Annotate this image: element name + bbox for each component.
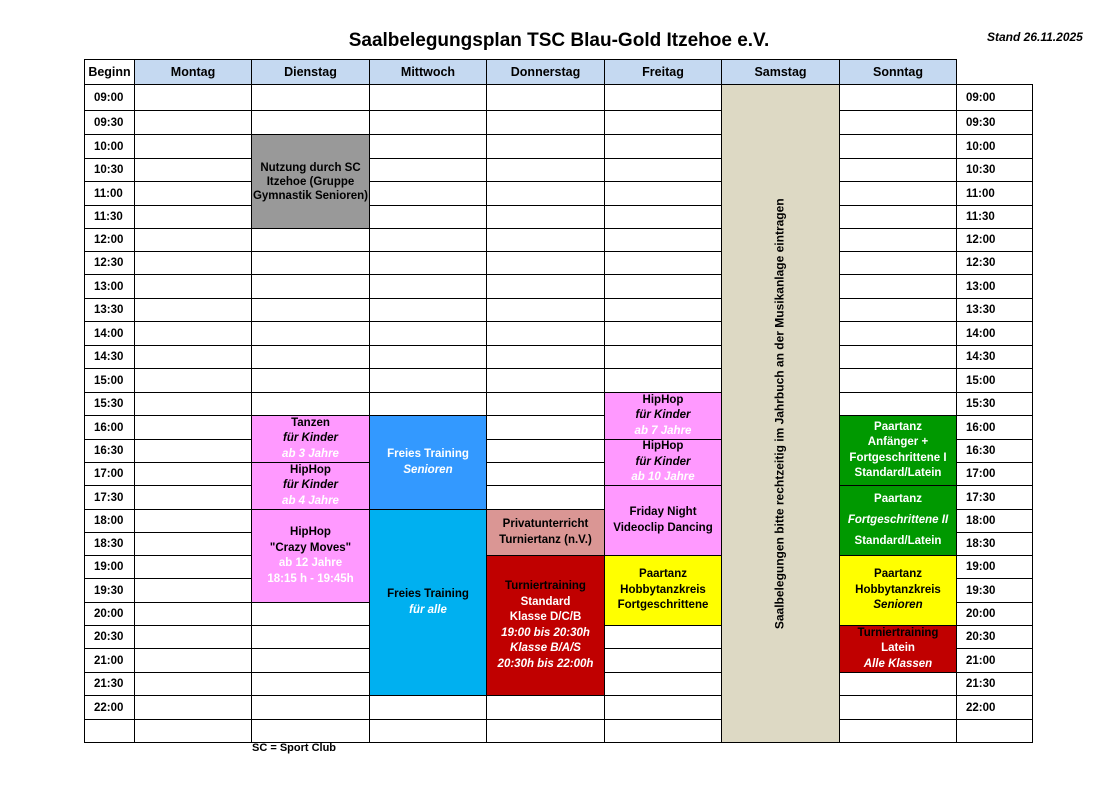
slot-do[interactable] xyxy=(486,345,605,369)
slot-do[interactable] xyxy=(486,181,605,206)
time-label-right: 10:00 xyxy=(956,134,1033,159)
slot-fr[interactable] xyxy=(604,205,722,229)
event-line: für Kinder xyxy=(283,479,338,492)
event-line: Anfänger + xyxy=(867,436,929,448)
time-label-left: 15:30 xyxy=(84,392,135,416)
slot-fr[interactable] xyxy=(604,134,722,159)
slot-di[interactable] xyxy=(251,695,370,720)
time-label-left: 19:00 xyxy=(84,555,135,579)
header-day-sa: Samstag xyxy=(721,59,840,85)
header-day-so: Sonntag xyxy=(839,59,957,85)
time-label-left: 16:00 xyxy=(84,415,135,440)
slot-fr[interactable] xyxy=(604,158,722,182)
time-label-right: 19:30 xyxy=(956,578,1033,603)
event-line: für Kinder xyxy=(635,455,691,468)
event-line: für Kinder xyxy=(283,432,338,445)
event-line: Klasse B/A/S xyxy=(510,642,581,654)
event-line: Hobbytanzkreis xyxy=(855,583,941,596)
slot-di[interactable] xyxy=(251,345,370,369)
slot-fr[interactable] xyxy=(604,228,722,252)
slot-fr[interactable] xyxy=(604,345,722,369)
event-di-tanzen[interactable] xyxy=(251,415,370,463)
slot-mo[interactable] xyxy=(134,462,252,486)
time-label-right: 15:00 xyxy=(956,368,1033,393)
slot-di[interactable] xyxy=(251,368,370,393)
header-day-mo: Montag xyxy=(134,59,252,85)
slot-do[interactable] xyxy=(486,228,605,252)
slot-so[interactable] xyxy=(839,368,957,393)
event-line: HipHop xyxy=(290,463,331,476)
event-so-hobby[interactable] xyxy=(839,555,957,626)
slot-do[interactable] xyxy=(486,695,605,720)
event-mi-alle[interactable] xyxy=(369,509,487,696)
slot-fr[interactable] xyxy=(604,84,722,111)
time-label-left: 09:00 xyxy=(84,84,135,111)
time-label-right: 18:30 xyxy=(956,532,1033,556)
event-line: 18:15 h - 19:45h xyxy=(267,572,354,585)
event-line: Freies Training xyxy=(387,448,469,460)
event-line: Turniertraining xyxy=(505,580,586,592)
time-label-right: 14:00 xyxy=(956,321,1033,346)
time-label-right: 13:30 xyxy=(956,298,1033,322)
event-fr-friday[interactable] xyxy=(604,485,722,556)
event-fr-hiphop10[interactable] xyxy=(604,439,722,486)
event-line: Paartanz xyxy=(639,568,687,581)
event-di-gymnastik[interactable] xyxy=(251,134,370,229)
slot-mo[interactable] xyxy=(134,84,252,111)
slot-mo[interactable] xyxy=(134,415,252,440)
event-fr-hiphop7[interactable] xyxy=(604,392,722,440)
time-label-left: 14:00 xyxy=(84,321,135,346)
slot-so[interactable] xyxy=(839,298,957,322)
slot-di[interactable] xyxy=(251,251,370,275)
slot-mo[interactable] xyxy=(134,648,252,673)
event-line: Standard/Latein xyxy=(854,534,942,547)
time-label-right: 11:30 xyxy=(956,205,1033,229)
event-line: Klasse D/C/B xyxy=(509,611,582,623)
event-line: Fortgeschrittene II xyxy=(847,513,949,526)
event-so-anfaenger[interactable] xyxy=(839,415,957,486)
slot-so[interactable] xyxy=(839,345,957,369)
slot-fr[interactable] xyxy=(604,321,722,346)
slot-di[interactable] xyxy=(251,602,370,626)
event-line: Paartanz xyxy=(874,492,922,505)
slot-so[interactable] xyxy=(839,228,957,252)
event-line: "Crazy Moves" xyxy=(269,541,352,554)
slot-do[interactable] xyxy=(486,251,605,275)
time-label-right: 10:30 xyxy=(956,158,1033,182)
time-label-left: 13:00 xyxy=(84,274,135,299)
event-line: 20:30h bis 22:00h xyxy=(497,657,594,670)
event-line: HipHop xyxy=(290,526,331,538)
slot-do[interactable] xyxy=(486,274,605,299)
slot-so[interactable] xyxy=(839,274,957,299)
slot-mo[interactable] xyxy=(134,134,252,159)
slot-di[interactable] xyxy=(251,625,370,649)
event-line: Friday Night xyxy=(629,506,697,518)
event-line: ab 7 Jahre xyxy=(634,424,692,437)
event-line: Turniertraining xyxy=(857,626,939,639)
event-so-fort2[interactable] xyxy=(839,485,957,556)
slot-fr[interactable] xyxy=(604,695,722,720)
slot-di[interactable] xyxy=(251,392,370,416)
slot-mo[interactable] xyxy=(134,158,252,182)
time-label-left: 15:00 xyxy=(84,368,135,393)
event-so-latein[interactable] xyxy=(839,625,957,673)
slot-so[interactable] xyxy=(839,158,957,182)
header-beginn: Beginn xyxy=(84,59,135,85)
header-day-fr: Freitag xyxy=(604,59,722,85)
slot-di[interactable] xyxy=(251,648,370,673)
slot-fr[interactable] xyxy=(604,625,722,649)
event-line: Tanzen xyxy=(291,416,330,429)
slot-do[interactable] xyxy=(486,392,605,416)
event-line: Senioren xyxy=(873,599,923,612)
slot-so[interactable] xyxy=(839,392,957,416)
slot-mi[interactable] xyxy=(369,368,487,393)
slot-mo[interactable] xyxy=(134,578,252,603)
event-line: Videoclip Dancing xyxy=(613,521,713,534)
slot-mi[interactable] xyxy=(369,134,487,159)
slot-fr[interactable] xyxy=(604,719,722,743)
time-label-left: 14:30 xyxy=(84,345,135,369)
time-label-left: 11:30 xyxy=(84,205,135,229)
event-line: ab 3 Jahre xyxy=(282,447,339,460)
time-label-right: 14:30 xyxy=(956,345,1033,369)
time-label-right: 21:00 xyxy=(956,648,1033,673)
time-label-left: 21:30 xyxy=(84,672,135,696)
time-label-left: 20:30 xyxy=(84,625,135,649)
samstag-note-block xyxy=(721,84,840,743)
time-label-right: 11:00 xyxy=(956,181,1033,206)
header-day-di: Dienstag xyxy=(251,59,370,85)
slot-fr[interactable] xyxy=(604,274,722,299)
time-label-left: 18:30 xyxy=(84,532,135,556)
slot-mi[interactable] xyxy=(369,321,487,346)
time-label-right: 17:00 xyxy=(956,462,1033,486)
time-label-empty-right xyxy=(956,719,1033,743)
slot-mo[interactable] xyxy=(134,509,252,533)
slot-do[interactable] xyxy=(486,205,605,229)
slot-mo[interactable] xyxy=(134,205,252,229)
time-label-right: 09:30 xyxy=(956,110,1033,135)
time-label-left: 13:30 xyxy=(84,298,135,322)
slot-mo[interactable] xyxy=(134,555,252,579)
event-line: Hobbytanzkreis xyxy=(620,583,706,596)
time-label-right: 16:30 xyxy=(956,439,1033,463)
header-day-mi: Mittwoch xyxy=(369,59,487,85)
slot-do[interactable] xyxy=(486,298,605,322)
slot-di[interactable] xyxy=(251,84,370,111)
event-di-hiphop4[interactable] xyxy=(251,462,370,510)
slot-mi[interactable] xyxy=(369,228,487,252)
event-line: Gymnastik Senioren) xyxy=(252,189,369,202)
slot-so[interactable] xyxy=(839,719,957,743)
slot-mo[interactable] xyxy=(134,321,252,346)
slot-mi[interactable] xyxy=(369,84,487,111)
slot-mo[interactable] xyxy=(134,251,252,275)
slot-mo[interactable] xyxy=(134,368,252,393)
slot-so[interactable] xyxy=(839,251,957,275)
slot-mi[interactable] xyxy=(369,298,487,322)
time-label-left: 16:30 xyxy=(84,439,135,463)
time-label-left: 10:30 xyxy=(84,158,135,182)
event-line: Fortgeschrittene I xyxy=(849,451,947,464)
event-line: Standard xyxy=(520,595,571,608)
event-line: Alle Klassen xyxy=(863,657,933,670)
time-label-left: 10:00 xyxy=(84,134,135,159)
time-label-left: 09:30 xyxy=(84,110,135,135)
slot-do[interactable] xyxy=(486,415,605,440)
slot-mi[interactable] xyxy=(369,274,487,299)
slot-so[interactable] xyxy=(839,205,957,229)
footnote: SC = Sport Club xyxy=(252,742,337,754)
time-label-left: 12:30 xyxy=(84,251,135,275)
stand-date: Stand 26.11.2025 xyxy=(987,30,1083,44)
slot-di[interactable] xyxy=(251,321,370,346)
slot-so[interactable] xyxy=(839,110,957,135)
slot-fr[interactable] xyxy=(604,648,722,673)
time-label-left: 20:00 xyxy=(84,602,135,626)
time-label-left: 22:00 xyxy=(84,695,135,720)
time-label-right: 22:00 xyxy=(956,695,1033,720)
slot-mo[interactable] xyxy=(134,532,252,556)
event-line: Nutzung durch SC xyxy=(260,161,361,174)
event-line: ab 12 Jahre xyxy=(278,557,343,569)
slot-do[interactable] xyxy=(486,368,605,393)
time-label-empty-left xyxy=(84,719,135,743)
time-label-left: 21:00 xyxy=(84,648,135,673)
slot-mo[interactable] xyxy=(134,719,252,743)
slot-do[interactable] xyxy=(486,462,605,486)
slot-di[interactable] xyxy=(251,719,370,743)
event-line: ab 10 Jahre xyxy=(631,471,695,484)
slot-mi[interactable] xyxy=(369,181,487,206)
event-di-crazy[interactable] xyxy=(251,509,370,603)
slot-mo[interactable] xyxy=(134,228,252,252)
slot-mo[interactable] xyxy=(134,695,252,720)
event-line: Senioren xyxy=(403,463,453,476)
slot-do[interactable] xyxy=(486,485,605,510)
slot-mi[interactable] xyxy=(369,205,487,229)
time-label-right: 20:00 xyxy=(956,602,1033,626)
slot-mo[interactable] xyxy=(134,485,252,510)
time-label-left: 12:00 xyxy=(84,228,135,252)
slot-so[interactable] xyxy=(839,84,957,111)
event-line: Latein xyxy=(881,642,915,655)
slot-mi[interactable] xyxy=(369,158,487,182)
time-label-left: 18:00 xyxy=(84,509,135,533)
slot-di[interactable] xyxy=(251,110,370,135)
slot-do[interactable] xyxy=(486,439,605,463)
time-label-right: 19:00 xyxy=(956,555,1033,579)
slot-di[interactable] xyxy=(251,672,370,696)
slot-mo[interactable] xyxy=(134,439,252,463)
time-label-right: 12:00 xyxy=(956,228,1033,252)
slot-do[interactable] xyxy=(486,158,605,182)
time-label-right: 16:00 xyxy=(956,415,1033,440)
slot-mi[interactable] xyxy=(369,392,487,416)
slot-do[interactable] xyxy=(486,719,605,743)
event-line: für Kinder xyxy=(635,409,691,422)
time-label-right: 12:30 xyxy=(956,251,1033,275)
slot-mo[interactable] xyxy=(134,602,252,626)
slot-mo[interactable] xyxy=(134,298,252,322)
time-label-right: 15:30 xyxy=(956,392,1033,416)
time-label-right: 18:00 xyxy=(956,509,1033,533)
slot-di[interactable] xyxy=(251,274,370,299)
slot-mi[interactable] xyxy=(369,251,487,275)
slot-mi[interactable] xyxy=(369,695,487,720)
slot-fr[interactable] xyxy=(604,368,722,393)
time-label-left: 17:30 xyxy=(84,485,135,510)
event-line: Turniertanz (n.V.) xyxy=(499,533,592,546)
slot-fr[interactable] xyxy=(604,181,722,206)
time-label-right: 09:00 xyxy=(956,84,1033,111)
page-title: Saalbelegungsplan TSC Blau-Gold Itzehoe e.V. xyxy=(348,30,770,51)
event-line: ab 4 Jahre xyxy=(282,494,339,507)
slot-di[interactable] xyxy=(251,298,370,322)
event-mi-senioren[interactable] xyxy=(369,415,487,510)
slot-fr[interactable] xyxy=(604,251,722,275)
event-line: für alle xyxy=(409,603,447,616)
event-fr-paartanz[interactable] xyxy=(604,555,722,626)
time-label-right: 13:00 xyxy=(956,274,1033,299)
slot-so[interactable] xyxy=(839,321,957,346)
slot-so[interactable] xyxy=(839,134,957,159)
event-do-privat[interactable] xyxy=(486,509,605,556)
slot-do[interactable] xyxy=(486,321,605,346)
time-label-left: 17:00 xyxy=(84,462,135,486)
slot-fr[interactable] xyxy=(604,298,722,322)
slot-mo[interactable] xyxy=(134,672,252,696)
time-label-right: 21:30 xyxy=(956,672,1033,696)
slot-di[interactable] xyxy=(251,228,370,252)
samstag-note-text: Saalbelegungen bitte rechtzeitig im Jahrbuch an der Musikanlage eintragen xyxy=(772,198,787,629)
slot-mi[interactable] xyxy=(369,110,487,135)
event-line: Fortgeschrittene xyxy=(617,599,709,612)
time-label-left: 11:00 xyxy=(84,181,135,206)
slot-mi[interactable] xyxy=(369,345,487,369)
event-line: HipHop xyxy=(642,393,684,406)
time-label-right: 20:30 xyxy=(956,625,1033,649)
slot-so[interactable] xyxy=(839,181,957,206)
slot-do[interactable] xyxy=(486,110,605,135)
slot-mo[interactable] xyxy=(134,345,252,369)
slot-mo[interactable] xyxy=(134,274,252,299)
slot-do[interactable] xyxy=(486,134,605,159)
event-line: Itzehoe (Gruppe xyxy=(266,175,355,188)
slot-fr[interactable] xyxy=(604,110,722,135)
event-line: 19:00 bis 20:30h xyxy=(501,626,590,639)
slot-so[interactable] xyxy=(839,695,957,720)
slot-mi[interactable] xyxy=(369,719,487,743)
slot-mo[interactable] xyxy=(134,625,252,649)
event-line: Freies Training xyxy=(387,588,469,600)
event-line: Paartanz xyxy=(874,420,922,433)
slot-mo[interactable] xyxy=(134,392,252,416)
time-label-right: 17:30 xyxy=(956,485,1033,510)
event-line: Standard/Latein xyxy=(854,467,942,479)
event-line: Privatunterricht xyxy=(502,518,589,530)
event-line: Paartanz xyxy=(874,568,922,581)
header-day-do: Donnerstag xyxy=(486,59,605,85)
slot-so[interactable] xyxy=(839,672,957,696)
slot-do[interactable] xyxy=(486,84,605,111)
event-do-turnier[interactable] xyxy=(486,555,605,696)
time-label-left: 19:30 xyxy=(84,578,135,603)
slot-mo[interactable] xyxy=(134,110,252,135)
slot-fr[interactable] xyxy=(604,672,722,696)
slot-mo[interactable] xyxy=(134,181,252,206)
event-line: HipHop xyxy=(642,440,684,453)
